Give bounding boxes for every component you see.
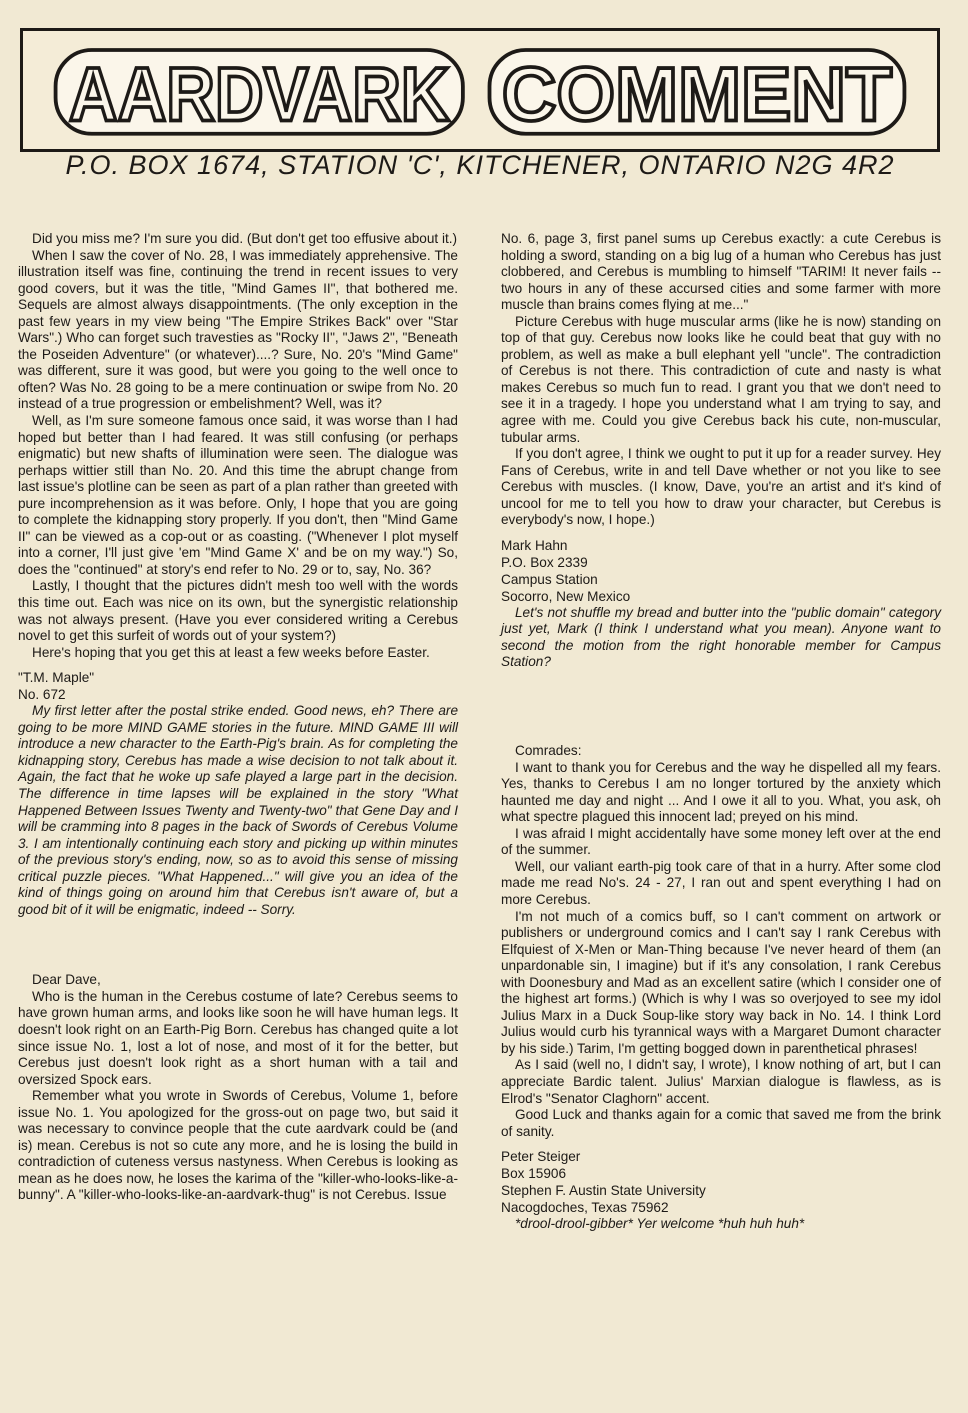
letter3-signature-name: Peter Steiger — [501, 1149, 581, 1165]
letter3-signature-line3: Stephen F. Austin State University — [501, 1183, 706, 1199]
letter1-paragraph-5: Here's hoping that you get this at least a few weeks before Easter. — [32, 644, 430, 660]
letter1-paragraph-1: Did you miss me? I'm sure you did. (But don't get too effusive about it.) — [32, 231, 458, 246]
letter1-paragraph-4: Lastly, I thought that the pictures didn't mesh too well with the words this time out. Each was nice on its own, but the synergistic relationship was not always present. (Have you ever considered writing a Cerebus novel to get this surfeit of words out of your system?) — [18, 578, 458, 644]
letter2-signature-name: Mark Hahn — [501, 537, 568, 553]
letter3-signature-line4: Nacogdoches, Texas 75962 — [501, 1200, 669, 1216]
letter3-signature — [501, 1148, 941, 1216]
letter3-paragraph-5: As I said (well no, I didn't say, I wrote), I know nothing of art, but I can appreciate Bardic talent. Julius' Marxian dialogue is flawless, as is Elrod's "Senator Claghorn" accent. — [501, 1057, 941, 1106]
letter1-editor-reply: My first letter after the postal strike ended. Good news, eh? There are going to be more MIND GAME stories in the future. MIND GAME III will introduce a new character to the Earth-Pig's brain. As for completing the kidnapping story, Cerebus has made a wise decision to not talk about it. Again, the fact that he woke up safe played a large part in the decision. The difference in time lapses will be explained in the story "What Happened Between Issues Twenty and Twenty-two" that Gene Day and I will be cramming into 8 pages in the back of Swords of Cerebus Volume 3. I am intentionally continuing each story and picking up within minutes of the previous story's ending, now, so as to avoid this sense of missing critical puzzle pieces. "What Happened..." will give you an idea of the kind of things going on around him that Cerebus isn't aware of, but a good bit of it will be enigmatic, indeed -- Sorry. — [18, 703, 458, 917]
letter1-signature-line2: No. 672 — [18, 687, 66, 703]
spacer — [501, 671, 941, 743]
letter2-signature — [501, 537, 941, 605]
letter2-paragraph-4: If you don't agree, I think we ought to put it up for a reader survey. Hey Fans of Cerebus, write in and tell Dave whether or not you like to see Cerebus with muscles. (I know, Dave, you're an artist and it's kind of uncool for me to tell you how to draw your character, but Cerebus is everybody's now, I hope.) — [501, 446, 941, 528]
letter2-paragraph-1: Who is the human in the Cerebus costume of late? Cerebus seems to have grown human arms, and looks like soon he will have human legs. It doesn't look right on an Earth-Pig Born. Cerebus has changed quite a lot since issue No. 1, lost a lot of nose, and most of it for the better, but Cerebus just doesn't look right as a short human with a tail and oversized Spock ears. — [18, 988, 458, 1087]
letter2-paragraph-2: Remember what you wrote in Swords of Cerebus, Volume 1, before issue No. 1. You apologized for the gross-out on page two, but said it was necessary to convince people that the cute aardvark could be (and is) mean. Cerebus is not so cute any more, and he is losing the build in contradiction of cuteness versus nastyness. When Cerebus is looking as mean as he does now, he loses the karima of the "killer-who-looks-like-a-bunny". A "killer-who-looks-like-an-aardvark-thug" is not Cerebus. Issue — [18, 1088, 458, 1203]
letter3-paragraph-6: Good Luck and thanks again for a comic that saved me from the brink of sanity. — [501, 1107, 941, 1139]
letter2-editor-reply: Let's not shuffle my bread and butter into the "public domain" category just yet, Mark (I think I understand what you mean). Anyone want to second the motion from the right honorable member for Campus Station? — [501, 604, 941, 670]
right-column — [501, 231, 941, 1233]
letter1-paragraph-2: When I saw the cover of No. 28, I was immediately apprehensive. The illustration itself was fine, continuing the trend in recent issues to very good covers, but it was the title, "Mind Games II", that bothered me. Sequels are almost always disappointments. (The only exception in the past few years in my view being "The Empire Strikes Back" over "Star Wars".) Who can forget such travesties as "Rocky II", "Jaws 2", "Beneath the Poseiden Adventure" (or whatever)....? Sure, No. 20's "Mind Game" was different, sure it was good, but were you going to the well once to often? Was No. 28 going to be a mere continuation or swipe from No. 20 instead of a true progression or embelishment? Well, was it? — [18, 247, 458, 412]
letter3-paragraph-3: Well, our valiant earth-pig took care of that in a hurry. After some clod made me read No's. 24 - 27, I ran out and spent everything I had on more Cerebus. — [501, 858, 941, 907]
letter1-signature-name: "T.M. Maple" — [18, 670, 95, 686]
letter3-editor-reply: *drool-drool-gibber* Yer welcome *huh huh huh* — [515, 1216, 805, 1232]
letter2-signature-line2: P.O. Box 2339 — [501, 554, 588, 570]
letter2-paragraph-2-continued: No. 6, page 3, first panel sums up Cerebus exactly: a cute Cerebus is holding a sword, standing on a big lug of a human who Cerebus has just clobbered, and Cerebus is mumbling to himself "TARIM! It never fails -- two hours in any of these accursed cities and some farmer with more muscle than brains comes flying at me..." — [501, 231, 941, 313]
letter3-salutation: Comrades: — [515, 743, 582, 759]
letter1-paragraph-3: Well, as I'm sure someone famous once said, it was worse than I had hoped but better than I had feared. It was still confusing (or perhaps enigmatic) but new shafts of illumination were seen. The dialogue was perhaps wittier still than No. 20. And this time the abrupt change from last issue's plotline can be seen as part of a plan rather than greeted with pure incomprehension as it was before. Only, I hope that you are going to complete the kidnapping story properly. If you don't, then "Mind Game II" can be viewed as a cop-out or as coasting. ("Whenever I plot myself into a corner, I'll just give 'em "Mind Game X' and be on my way.") So, does the "continued" at story's end refer to No. 29 or to, say, No. 36? — [18, 413, 458, 577]
masthead-logo — [23, 31, 937, 149]
letter2-signature-line3: Campus Station — [501, 571, 598, 587]
letter3-signature-line2: Box 15906 — [501, 1166, 567, 1182]
letter1-signature — [18, 669, 458, 703]
masthead-title-right: COMMENT — [501, 52, 893, 138]
spacer — [18, 918, 458, 972]
letter3-paragraph-1: I want to thank you for Cerebus and the way he dispelled all my fears. Yes, thanks to Cerebus I am no longer tortured by the anxiety which haunted me day and night ... And I owe it all to you. What, you ask, oh what spectre plagued this innocent lad; preyed on his mind. — [501, 759, 941, 825]
letter2-salutation: Dear Dave, — [32, 972, 101, 988]
mailing-address: P.O. BOX 1674, STATION 'C', KITCHENER, ONTARIO N2G 4R2 — [65, 150, 895, 180]
letter3-paragraph-2: I was afraid I might accidentally have some money left over at the end of the summer. — [501, 825, 941, 858]
left-column — [18, 231, 458, 1204]
letter2-signature-line4: Socorro, New Mexico — [501, 588, 631, 604]
masthead — [20, 28, 940, 152]
masthead-title-left: AARDVARK — [68, 52, 450, 138]
letter3-paragraph-4: I'm not much of a comics buff, so I can't comment on artwork or publishers or underground comics and I can't say I rank Cerebus with Elfquiest of X-Men or Man-Thing because I've never heard of them (an unpardonable sin, I imagine) but if it's any consolation, I rank Cerebus with Doonesbury and Mad as an excellent satire (which I consider one of the highest art forms.) (Which is why I was so overjoyed to see my idol Julius Marx in a Duck Soup-like story way back in No. 14. I think Lord Julius would curb his tyrannical ways with a Margaret Dumont character by his side.) Tarim, I'm getting bogged down in parenthetical phrases! — [501, 908, 941, 1056]
letter2-paragraph-3: Picture Cerebus with huge muscular arms (like he is now) standing on top of that guy. Cerebus now looks like he could beat that guy with no problem, as well as make a bull elephant yell "uncle". The contradiction of Cerebus is not there. This contradiction of cute and nasty is what makes Cerebus so much fun to read. I grant you that we don't need to see it in a tragedy. I hope you understand what I am trying to say, and agree with me. Could you give Cerebus back his cute, non-muscular, tubular arms. — [501, 313, 941, 445]
